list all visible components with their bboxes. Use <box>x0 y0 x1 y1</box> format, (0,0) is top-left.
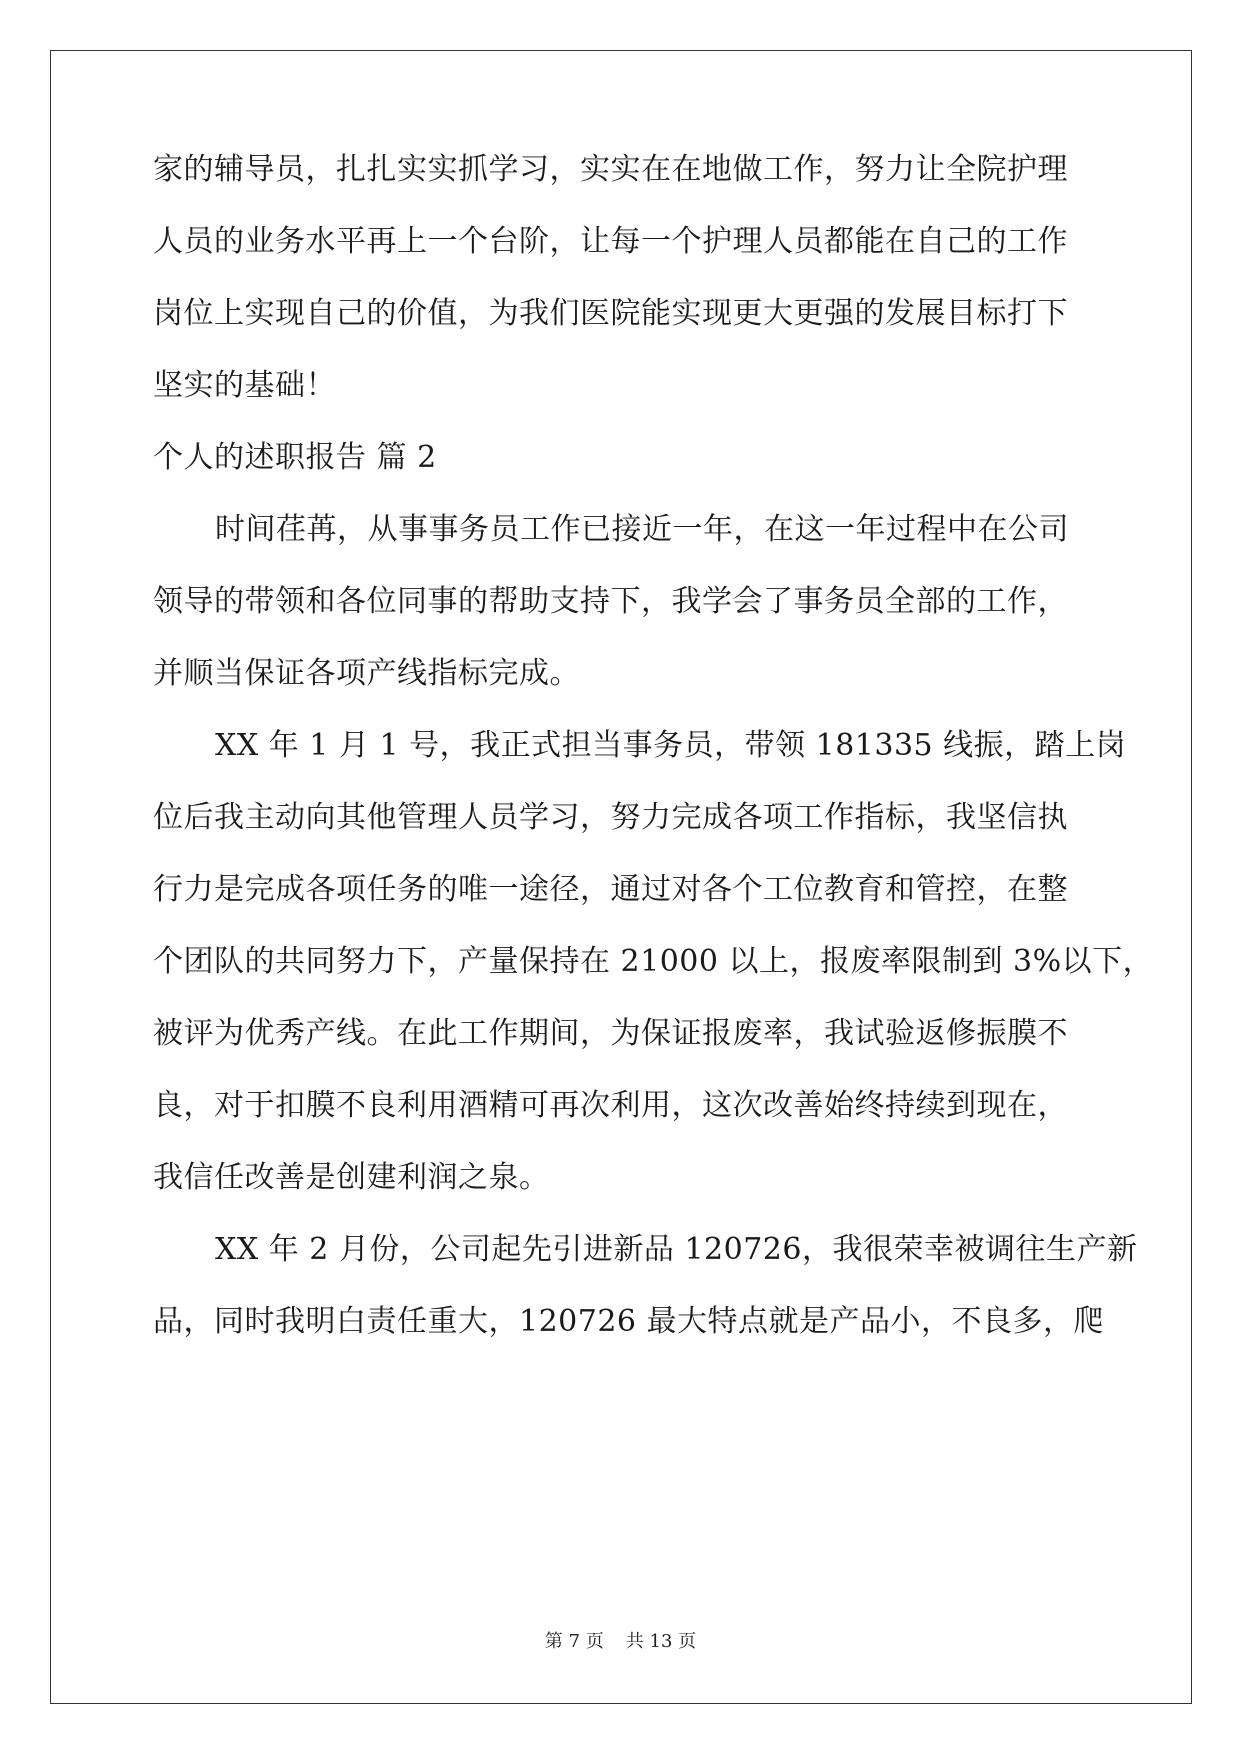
page-number: 第 7 页 <box>544 1631 604 1652</box>
paragraph-line: 领导的带领和各位同事的帮助支持下，我学会了事务员全部的工作， <box>153 584 1068 619</box>
section-heading: 个人的述职报告 篇 2 <box>153 440 437 475</box>
page-footer <box>0 1630 1241 1654</box>
paragraph-line: 品，同时我明白责任重大，120726 最大特点就是产品小，不良多，爬 <box>153 1304 1105 1339</box>
paragraph-line: 时间荏苒，从事事务员工作已接近一年，在这一年过程中在公司 <box>215 512 1069 547</box>
paragraph-line: XX 年 1 月 1 号，我正式担当事务员，带领 181335 线振，踏上岗 <box>215 728 1127 763</box>
paragraph-line: 良，对于扣膜不良利用酒精可再次利用，这次改善始终持续到现在， <box>153 1088 1068 1123</box>
paragraph-line: 行力是完成各项任务的唯一途径，通过对各个工位教育和管控，在整 <box>153 872 1068 907</box>
paragraph-line: XX 年 2 月份，公司起先引进新品 120726，我很荣幸被调往生产新 <box>215 1232 1138 1267</box>
paragraph-line: 我信任改善是创建利润之泉。 <box>153 1160 550 1195</box>
paragraph-line: 人员的业务水平再上一个台阶，让每一个护理人员都能在自己的工作 <box>153 224 1068 259</box>
paragraph-line: 岗位上实现自己的价值，为我们医院能实现更大更强的发展目标打下 <box>153 296 1068 331</box>
paragraph-line: 并顺当保证各项产线指标完成。 <box>153 656 580 691</box>
paragraph-line: 家的辅导员，扎扎实实抓学习，实实在在地做工作，努力让全院护理 <box>153 152 1068 187</box>
paragraph-line: 位后我主动向其他管理人员学习，努力完成各项工作指标，我坚信执 <box>153 800 1068 835</box>
paragraph-line: 坚实的基础！ <box>153 368 336 403</box>
page-total: 共 13 页 <box>625 1631 697 1652</box>
paragraph-line: 被评为优秀产线。在此工作期间，为保证报废率，我试验返修振膜不 <box>153 1016 1068 1051</box>
paragraph-line: 个团队的共同努力下，产量保持在 21000 以上，报废率限制到 3%以下， <box>153 944 1154 979</box>
